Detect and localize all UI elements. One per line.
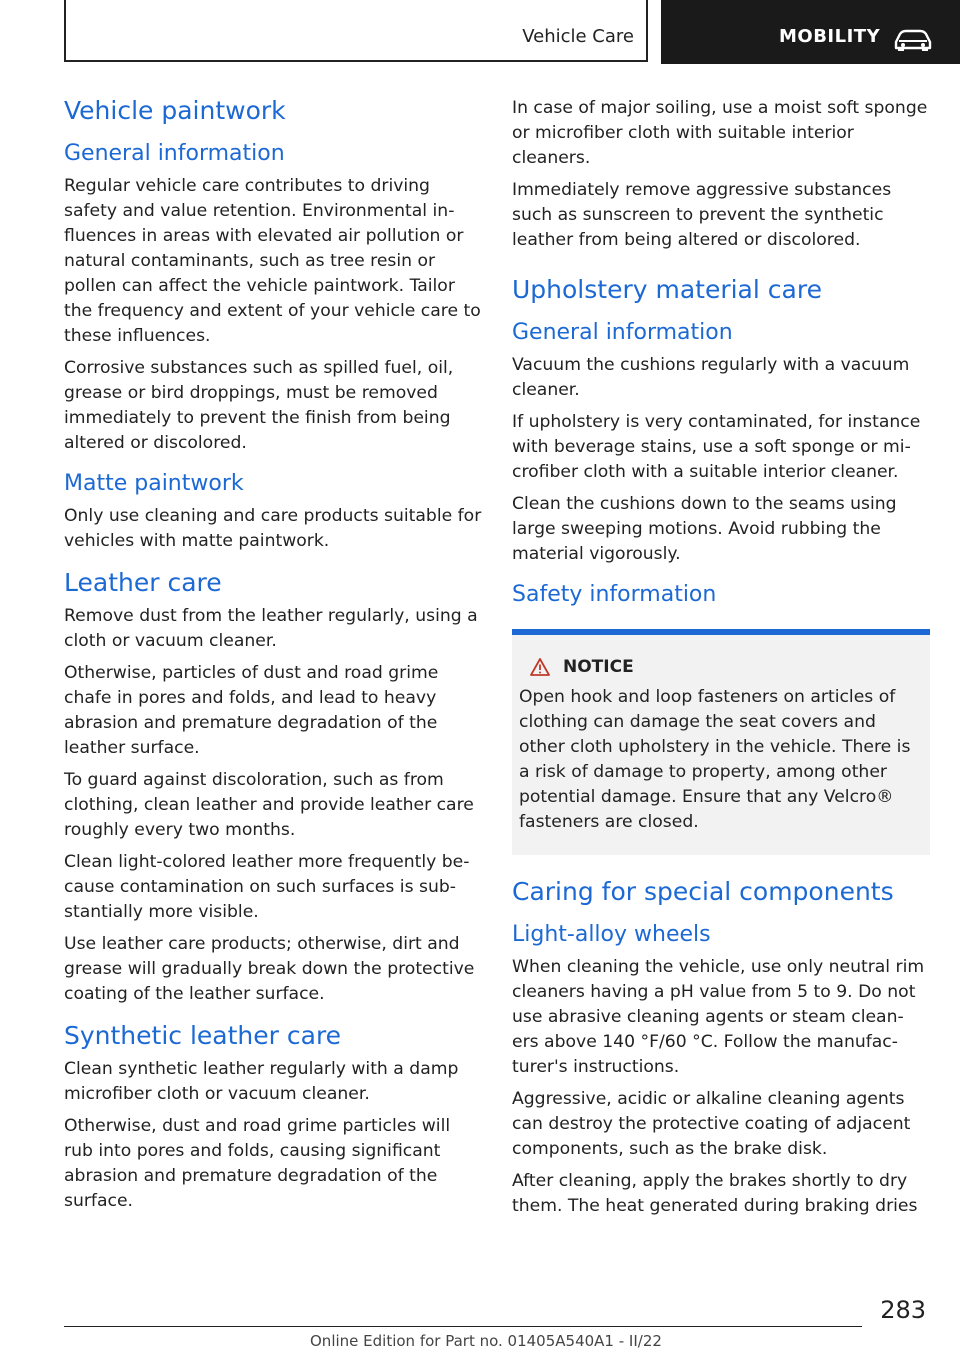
paragraph-vacuum: Vacuum the cushions regularly with a vacuum cleaner. [512, 355, 910, 400]
paragraph-synthetic-2: Otherwise, dust and road grime particles will rub into pores and folds, causing significant abrasion and premature degradation of the surface. [64, 1116, 451, 1211]
paragraph-wheels-1: When cleaning the vehicle, use only neutral rim cleaners having a pH value from 5 to 9. Do not use abrasive cleaning agents or steam clean-ers above 140 °F/60 °C. Follow the manufac-turer's instructions. [512, 957, 925, 1077]
heading-vehicle-paintwork: Vehicle paintwork [64, 96, 286, 125]
heading-light-alloy-wheels: Light-alloy wheels [512, 922, 711, 947]
page-number: 283 [880, 1296, 926, 1324]
footer-divider [64, 1326, 862, 1327]
paragraph-general: Regular vehicle care contributes to driving safety and value retention. Environmental in-fluences in areas with elevated air pollution or natural contaminants, such as tree resin or pollen can affect the vehicle paintwork. Tailor the frequency and extent of your vehicle care to these influences. [64, 176, 481, 346]
header-section-box [64, 0, 648, 62]
right-column [512, 96, 930, 1226]
notice-text: Open hook and loop fasteners on articles of clothing can damage the seat covers and other cloth upholstery in the vehicle. There is a risk of damage to property, among other potential damage. Ensure that any Velcro® fasteners are closed. [519, 687, 911, 832]
heading-general-information: General information [64, 141, 285, 166]
header-section-title: Vehicle Care [522, 26, 634, 47]
paragraph-corrosive: Corrosive substances such as spilled fuel, oil, grease or bird droppings, must be removed immediately to prevent the finish from being altered or discolored. [64, 358, 454, 453]
paragraph-leather-1: Remove dust from the leather regularly, using a cloth or vacuum cleaner. [64, 606, 478, 651]
heading-safety-information: Safety information [512, 582, 717, 607]
warning-triangle-icon [529, 657, 551, 677]
heading-leather-care: Leather care [64, 568, 222, 597]
footer-edition: Online Edition for Part no. 01405A540A1 - II/22 [310, 1332, 662, 1350]
left-column [64, 96, 482, 1221]
heading-upholstery-general: General information [512, 320, 733, 345]
paragraph-wheels-3: After cleaning, apply the brakes shortly to dry them. The heat generated during braking dries [512, 1171, 918, 1216]
paragraph-aggressive: Immediately remove aggressive substances such as sunscreen to prevent the synthetic leather from being altered or discolored. [512, 180, 892, 250]
paragraph-seams: Clean the cushions down to the seams using large sweeping motions. Avoid rubbing the material vigorously. [512, 494, 897, 564]
page-header [0, 0, 960, 66]
heading-matte-paintwork: Matte paintwork [64, 471, 244, 496]
header-chapter-tab [661, 0, 960, 64]
heading-special-components: Caring for special components [512, 877, 894, 906]
notice-title: NOTICE [563, 657, 634, 677]
header-chapter-title: MOBILITY [779, 26, 881, 47]
heading-upholstery-care: Upholstery material care [512, 275, 822, 304]
notice-box [512, 629, 930, 855]
paragraph-leather-2: Otherwise, particles of dust and road grime chafe in pores and folds, and lead to heavy abrasion and premature degradation of the leather surface. [64, 663, 439, 758]
car-icon [893, 28, 933, 56]
heading-synthetic-leather-care: Synthetic leather care [64, 1021, 342, 1050]
paragraph-leather-5: Use leather care products; otherwise, dirt and grease will gradually break down the protective coating of the leather surface. [64, 934, 475, 1004]
paragraph-contaminated: If upholstery is very contaminated, for instance with beverage stains, use a soft sponge or mi-crofiber cloth with a suitable interior cleaner. [512, 412, 921, 482]
paragraph-synthetic-1: Clean synthetic leather regularly with a damp microfiber cloth or vacuum cleaner. [64, 1059, 459, 1104]
paragraph-leather-3: To guard against discoloration, such as from clothing, clean leather and provide leather care roughly every two months. [64, 770, 474, 840]
paragraph-matte: Only use cleaning and care products suitable for vehicles with matte paintwork. [64, 506, 482, 551]
notice-header [519, 657, 922, 677]
paragraph-wheels-2: Aggressive, acidic or alkaline cleaning agents can destroy the protective coating of adjacent components, such as the brake disk. [512, 1089, 911, 1159]
paragraph-soiling: In case of major soiling, use a moist soft sponge or microfiber cloth with suitable interior cleaners. [512, 98, 928, 168]
paragraph-leather-4: Clean light-colored leather more frequently be-cause contamination on such surfaces is sub-stantially more visible. [64, 852, 470, 922]
